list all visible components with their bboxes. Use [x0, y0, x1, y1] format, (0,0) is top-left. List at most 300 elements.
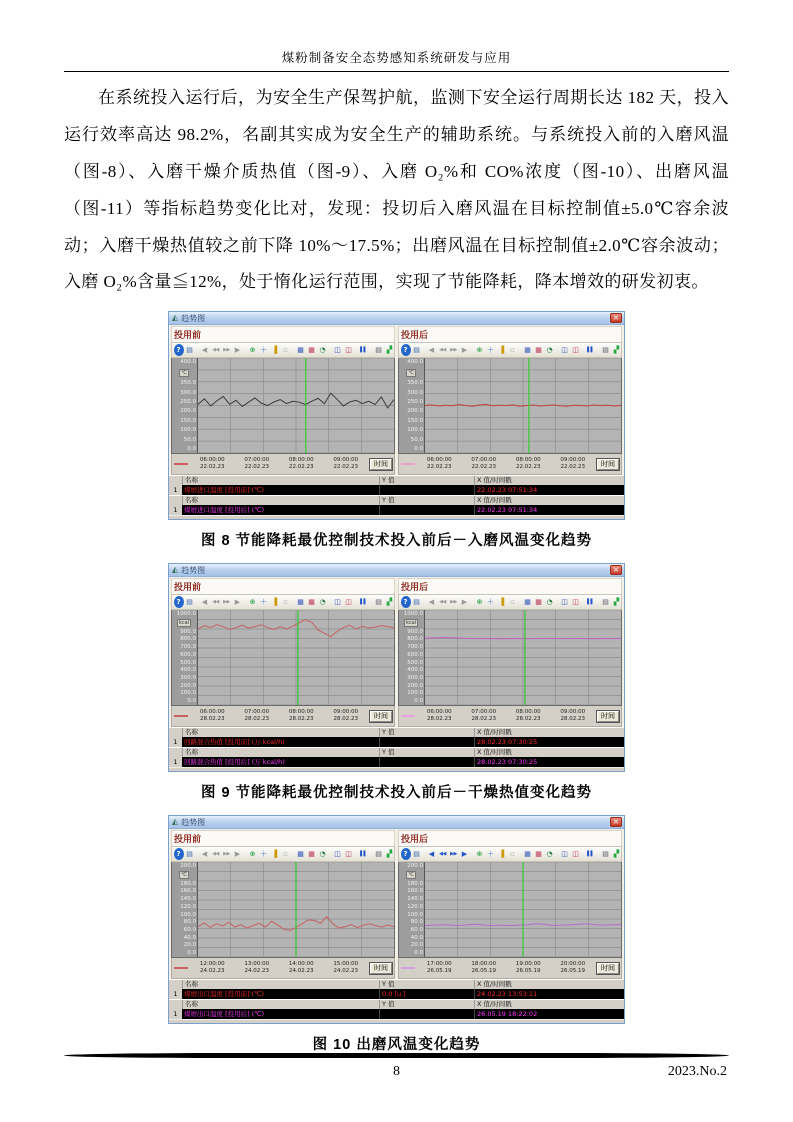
legend-row-number: 1: [169, 757, 182, 767]
x-tick-date: 28.02.23: [560, 716, 585, 723]
pan-icon[interactable]: ＋: [487, 598, 494, 607]
trend-blue-icon[interactable]: ◫: [334, 598, 341, 607]
time-button[interactable]: 时间: [370, 711, 392, 722]
trend-panel-before: [171, 830, 395, 979]
clock-icon[interactable]: ◔: [319, 850, 326, 859]
legend-series-name: 回路混合热值 [投用后] (万 kcal/h): [184, 758, 285, 767]
x-tick: [289, 961, 314, 975]
y-tick-label: 300.0: [407, 675, 423, 681]
legend-data-row[interactable]: [169, 505, 624, 515]
y-tick-label: 300.0: [180, 675, 196, 681]
go-last-icon[interactable]: ▶: [461, 598, 468, 607]
x-tick-time: 06:00:00: [426, 457, 452, 464]
footer-rule-bar: [64, 1053, 729, 1058]
pause-icon[interactable]: ▌▌: [360, 851, 367, 858]
trend-red-icon[interactable]: ◫: [572, 346, 579, 355]
y-tick-label: 0.0: [187, 446, 196, 453]
x-tick-date: 24.02.23: [333, 968, 358, 975]
y-tick-label: 140.0: [180, 896, 196, 903]
window-title: 趋势图: [181, 817, 206, 827]
x-tick-time: 08:00:00: [288, 457, 314, 464]
forward-icon[interactable]: ▶▶: [450, 599, 457, 606]
legend-y-value: [379, 1009, 474, 1019]
figure-8: [168, 311, 625, 550]
x-tick: [289, 709, 314, 723]
export-icon[interactable]: ▞: [386, 346, 393, 355]
legend-row-number: 1: [169, 505, 182, 515]
x-tick-date: 22.02.23: [288, 464, 314, 471]
pause-icon[interactable]: ▌▌: [587, 851, 594, 858]
ruler-icon[interactable]: ▐: [271, 346, 278, 355]
trend-red-icon[interactable]: ◫: [572, 850, 579, 859]
snapshot-icon[interactable]: ▫: [510, 598, 515, 607]
snapshot-icon[interactable]: ▫: [510, 346, 515, 355]
pan-icon[interactable]: ＋: [260, 850, 267, 859]
panel-label: 投用后: [398, 326, 622, 342]
y-tick-label: 100.0: [180, 690, 196, 697]
y-tick-label: 100.0: [180, 427, 196, 434]
go-last-icon[interactable]: ▶: [234, 850, 241, 859]
help-icon[interactable]: ?: [401, 596, 411, 608]
legend-series-name: 煤磨进口温度 [投用后] (℃): [184, 506, 265, 515]
trend-blue-icon[interactable]: ◫: [334, 346, 341, 355]
ruler-icon[interactable]: ▐: [271, 850, 278, 859]
clock-icon[interactable]: ◔: [546, 346, 553, 355]
x-tick-date: 24.02.23: [244, 968, 269, 975]
y-tick-label: 180.0: [180, 880, 196, 887]
rewind-icon[interactable]: ◀◀: [439, 599, 446, 606]
snapshot-icon[interactable]: ▫: [283, 598, 288, 607]
rewind-icon[interactable]: ◀◀: [212, 347, 219, 354]
panel-toolbar: [171, 846, 395, 862]
legend-row-number: 1: [169, 1009, 182, 1019]
pause-icon[interactable]: ▌▌: [587, 347, 594, 354]
y-axis-unit: kcal: [405, 619, 417, 626]
x-tick: [427, 961, 452, 975]
forward-icon[interactable]: ▶▶: [450, 851, 457, 858]
x-tick-time: 09:00:00: [333, 709, 359, 716]
legend-y-value: [379, 505, 474, 515]
y-tick-label: 0.0: [414, 950, 423, 957]
y-tick-label: 120.0: [180, 903, 196, 910]
export-icon[interactable]: ▞: [613, 346, 620, 355]
time-button[interactable]: 时间: [597, 711, 619, 722]
zoom-icon[interactable]: ⊕: [249, 850, 256, 859]
zoom-icon[interactable]: ⊕: [249, 346, 256, 355]
legend-series-name: 煤磨出口温度 [投用前] (℃): [184, 990, 265, 999]
panel-label: 投用前: [171, 830, 395, 846]
x-tick-labels: [417, 961, 595, 975]
rewind-icon[interactable]: ◀◀: [439, 347, 446, 354]
trend-window: [168, 311, 625, 520]
legend-data-row[interactable]: [169, 737, 624, 747]
x-tick-labels: [417, 709, 595, 723]
y-tick-label: 160.0: [180, 888, 196, 895]
grid-red-icon[interactable]: ▦: [535, 346, 542, 355]
y-tick-label: 900.0: [407, 628, 423, 635]
legend-header-row: [169, 980, 624, 989]
y-tick-label: 700.0: [407, 644, 423, 651]
grid-blue-icon[interactable]: ▦: [524, 850, 531, 859]
legend-row-number: 1: [169, 989, 182, 999]
x-tick-time: 13:00:00: [244, 961, 270, 968]
grid-blue-icon[interactable]: ▦: [297, 850, 304, 859]
ruler-icon[interactable]: ▐: [498, 346, 505, 355]
print-icon[interactable]: ▤: [375, 850, 382, 859]
x-tick-labels: [190, 457, 368, 471]
grid-blue-icon[interactable]: ▦: [297, 598, 304, 607]
y-axis: [172, 610, 197, 705]
y-tick-label: 800.0: [180, 636, 196, 643]
y-tick-label: 500.0: [180, 659, 196, 666]
x-tick-date: 24.02.23: [199, 968, 225, 975]
plot-region[interactable]: [424, 358, 621, 453]
x-tick-time: 18:00:00: [471, 961, 497, 968]
trend-red-icon[interactable]: ◫: [345, 346, 352, 355]
snapshot-icon[interactable]: ▫: [283, 850, 288, 859]
figure-8-screenshot: [168, 311, 625, 520]
y-axis: [399, 358, 424, 453]
print-icon[interactable]: ▤: [602, 346, 609, 355]
legend-row-number: 1: [169, 737, 182, 747]
legend-row-number: 1: [169, 485, 182, 495]
x-axis: [398, 958, 622, 979]
clock-icon[interactable]: ◔: [319, 346, 326, 355]
x-axis: [171, 958, 395, 979]
x-tick-date: 26.05.19: [471, 968, 496, 975]
x-tick-labels: [190, 709, 368, 723]
help-icon[interactable]: ?: [174, 848, 184, 860]
y-tick-label: 100.0: [180, 911, 196, 918]
y-tick-label: 800.0: [407, 636, 423, 643]
trend-red-icon[interactable]: ◫: [572, 598, 579, 607]
x-tick-time: 09:00:00: [333, 457, 359, 464]
pan-icon[interactable]: ＋: [487, 850, 494, 859]
clock-icon[interactable]: ◔: [319, 598, 326, 607]
legend-y-value: [379, 757, 474, 767]
pause-icon[interactable]: ▌▌: [587, 599, 594, 606]
plot-region[interactable]: [197, 610, 394, 705]
time-button[interactable]: 时间: [597, 459, 619, 470]
snapshot-icon[interactable]: ▫: [510, 850, 515, 859]
x-tick-time: 08:00:00: [515, 709, 541, 716]
legend-xvalue-header: X 值/时间戳: [474, 476, 624, 485]
x-tick-time: 06:00:00: [426, 709, 452, 716]
print-icon[interactable]: ▤: [602, 850, 609, 859]
pan-icon[interactable]: ＋: [487, 346, 494, 355]
x-tick-date: 26.05.19: [515, 968, 541, 975]
y-tick-label: 350.0: [180, 380, 196, 387]
trend-panel-before: [171, 326, 395, 475]
x-tick-time: 07:00:00: [471, 457, 497, 464]
rewind-icon[interactable]: ◀◀: [212, 599, 219, 606]
y-tick-label: 100.0: [407, 911, 423, 918]
y-tick-label: 900.0: [180, 628, 196, 635]
export-icon[interactable]: ▞: [386, 598, 393, 607]
y-axis: [172, 862, 197, 957]
legend-data-row[interactable]: [169, 989, 624, 999]
x-tick: [516, 961, 541, 975]
report-icon[interactable]: ▤: [413, 850, 420, 859]
go-last-icon[interactable]: ▶: [461, 346, 468, 355]
go-first-icon[interactable]: ◀: [201, 850, 208, 859]
grid-blue-icon[interactable]: ▦: [524, 598, 531, 607]
time-button[interactable]: 时间: [597, 963, 619, 974]
x-tick-time: 15:00:00: [333, 961, 359, 968]
close-button[interactable]: ×: [610, 313, 622, 323]
grid-blue-icon[interactable]: ▦: [524, 346, 531, 355]
y-axis-unit: ℃: [181, 369, 187, 376]
help-icon[interactable]: ?: [174, 344, 184, 356]
zoom-icon[interactable]: ⊕: [476, 346, 483, 355]
y-axis-unit: ℃: [408, 369, 414, 376]
trend-blue-icon[interactable]: ◫: [334, 850, 341, 859]
window-status-strip: [169, 767, 624, 771]
ruler-icon[interactable]: ▐: [271, 598, 278, 607]
x-tick: [244, 457, 269, 471]
y-tick-label: 700.0: [180, 644, 196, 651]
ruler-icon[interactable]: ▐: [498, 598, 505, 607]
legend-series-name: 煤磨出口温度 [投用后] (℃): [184, 1010, 265, 1019]
print-icon[interactable]: ▤: [375, 346, 382, 355]
x-tick: [333, 961, 358, 975]
x-tick-time: 17:00:00: [426, 961, 452, 968]
y-tick-label: 80.0: [410, 919, 423, 926]
y-tick-label: 250.0: [407, 399, 423, 405]
legend-name-header: 名称: [182, 980, 379, 989]
legend-data-row[interactable]: [169, 485, 624, 495]
x-tick: [560, 961, 585, 975]
x-tick-date: 28.02.23: [244, 716, 269, 723]
forward-icon[interactable]: ▶▶: [223, 851, 230, 858]
print-icon[interactable]: ▤: [602, 598, 609, 607]
time-button[interactable]: 时间: [370, 459, 392, 470]
legend-name-header: 名称: [182, 476, 379, 485]
trend-blue-icon[interactable]: ◫: [561, 598, 568, 607]
chart-window-icon: ◭: [172, 817, 179, 827]
legend-yvalue-header: Y 值: [379, 496, 474, 505]
x-tick-date: 26.05.19: [426, 968, 452, 975]
x-tick-time: 07:00:00: [244, 709, 270, 716]
y-tick-label: 80.0: [183, 919, 196, 926]
legend-header-row: [169, 728, 624, 737]
page-footer: [64, 1053, 729, 1084]
grid-red-icon[interactable]: ▦: [308, 598, 315, 607]
print-icon[interactable]: ▤: [375, 598, 382, 607]
time-button[interactable]: 时间: [370, 963, 392, 974]
help-icon[interactable]: ?: [401, 344, 411, 356]
x-tick-time: 08:00:00: [288, 709, 314, 716]
y-axis-unit: ℃: [181, 871, 187, 878]
go-last-icon[interactable]: ▶: [461, 850, 468, 859]
series-color-swatch: [401, 967, 415, 969]
legend-series-name: 回路混合热值 [投用前] (万 kcal/h): [184, 738, 285, 747]
forward-icon[interactable]: ▶▶: [450, 347, 457, 354]
export-icon[interactable]: ▞: [613, 850, 620, 859]
pan-icon[interactable]: ＋: [260, 598, 267, 607]
y-tick-label: 20.0: [410, 942, 423, 949]
grid-blue-icon[interactable]: ▦: [297, 346, 304, 355]
legend-num-header: [169, 496, 182, 505]
series-color-swatch: [174, 967, 188, 969]
trend-blue-icon[interactable]: ◫: [561, 850, 568, 859]
y-tick-label: 180.0: [407, 880, 423, 887]
body-paragraph: 在系统投入运行后，为安全生产保驾护航，监测下安全运行周期长达 182 天，投入运行效率高达 98.2%，名副其实成为安全生产的辅助系统。与系统投入前的入磨风温（图-8）、入磨干燥介质热值（图-9）、入磨 O₂%和 CO%浓度（图-10）、出磨风温（图-11）等指标趋势变化比对，发现：投切后入磨风温在目标控制值±5.0℃容余波动；入磨干燥热值较之前下降 10%～17.5%；出磨风温在目标控制值±2.0℃容余波动；入磨 O₂%含量≦12%，处于惰化运行范围，实现了节能降耗，降本增效的研发初衷。: [64, 88, 729, 292]
plot-region[interactable]: [197, 862, 394, 957]
go-last-icon[interactable]: ▶: [234, 346, 241, 355]
legend-name-header: 名称: [182, 728, 379, 737]
go-first-icon[interactable]: ◀: [201, 598, 208, 607]
y-tick-label: 200.0: [180, 682, 196, 689]
clock-icon[interactable]: ◔: [546, 850, 553, 859]
trend-blue-icon[interactable]: ◫: [561, 346, 568, 355]
x-tick-time: 09:00:00: [560, 709, 586, 716]
help-icon[interactable]: ?: [401, 848, 411, 860]
y-tick-label: 20.0: [183, 942, 196, 949]
report-icon[interactable]: ▤: [186, 850, 193, 859]
snapshot-icon[interactable]: ▫: [283, 346, 288, 355]
plot-region[interactable]: [424, 862, 621, 957]
y-tick-label: 200.0: [407, 682, 423, 689]
figure-9-caption: 图 9 节能降耗最优控制技术投入前后－干燥热值变化趋势: [200, 785, 593, 802]
y-tick-label: 0.0: [187, 698, 196, 705]
chart-area: [171, 358, 395, 454]
trend-panel-before: [171, 578, 395, 727]
pause-icon[interactable]: ▌▌: [360, 347, 367, 354]
panel-label: 投用后: [398, 578, 622, 594]
x-tick-date: 26.05.19: [560, 968, 585, 975]
y-axis: [399, 610, 424, 705]
panel-toolbar: [398, 846, 622, 862]
grid-red-icon[interactable]: ▦: [535, 850, 542, 859]
x-tick: [427, 457, 452, 471]
panel-label: 投用前: [171, 326, 395, 342]
trend-red-icon[interactable]: ◫: [345, 598, 352, 607]
forward-icon[interactable]: ▶▶: [223, 599, 230, 606]
window-title: 趋势图: [181, 313, 206, 323]
report-icon[interactable]: ▤: [413, 598, 420, 607]
go-first-icon[interactable]: ◀: [428, 850, 435, 859]
plot-region[interactable]: [424, 610, 621, 705]
x-tick: [427, 709, 452, 723]
x-axis: [171, 706, 395, 727]
y-tick-label: 200.0: [180, 863, 196, 870]
pause-icon[interactable]: ▌▌: [360, 599, 367, 606]
report-icon[interactable]: ▤: [186, 598, 193, 607]
panels-row: [169, 829, 624, 979]
legend-series-name: 煤磨进口温度 [投用前] (℃): [184, 486, 265, 495]
forward-icon[interactable]: ▶▶: [223, 347, 230, 354]
help-icon[interactable]: ?: [174, 596, 184, 608]
close-button[interactable]: ×: [610, 565, 622, 575]
x-tick-time: 12:00:00: [199, 961, 225, 968]
legend-header-row: [169, 496, 624, 505]
chart-area: [398, 610, 622, 706]
clock-icon[interactable]: ◔: [546, 598, 553, 607]
x-tick: [516, 457, 541, 471]
y-tick-label: 600.0: [180, 651, 196, 658]
window-titlebar: [169, 312, 624, 325]
grid-red-icon[interactable]: ▦: [308, 850, 315, 859]
y-tick-label: 400.0: [407, 359, 423, 366]
plot-region[interactable]: [197, 358, 394, 453]
go-first-icon[interactable]: ◀: [428, 598, 435, 607]
trend-red-icon[interactable]: ◫: [345, 850, 352, 859]
series-color-swatch: [174, 463, 188, 465]
chart-window-icon: ◭: [172, 565, 179, 575]
figure-10-screenshot: [168, 815, 625, 1024]
export-icon[interactable]: ▞: [386, 850, 393, 859]
legend-header-row: [169, 476, 624, 485]
x-tick: [200, 961, 225, 975]
window-titlebar: [169, 816, 624, 829]
export-icon[interactable]: ▞: [613, 598, 620, 607]
legend-yvalue-header: Y 值: [379, 728, 474, 737]
rewind-icon[interactable]: ◀◀: [212, 851, 219, 858]
close-button[interactable]: ×: [610, 817, 622, 827]
zoom-icon[interactable]: ⊕: [249, 598, 256, 607]
go-first-icon[interactable]: ◀: [428, 346, 435, 355]
report-icon[interactable]: ▤: [413, 346, 420, 355]
grid-red-icon[interactable]: ▦: [535, 598, 542, 607]
legend-x-timestamp: 22.02.23 07:51:34: [474, 505, 624, 515]
legend-data-row[interactable]: [169, 757, 624, 767]
panel-toolbar: [171, 342, 395, 358]
chart-area: [398, 358, 622, 454]
y-tick-label: 200.0: [407, 408, 423, 415]
panel-toolbar: [398, 342, 622, 358]
grid-red-icon[interactable]: ▦: [308, 346, 315, 355]
y-tick-label: 200.0: [180, 408, 196, 415]
panel-toolbar: [171, 594, 395, 610]
zoom-icon[interactable]: ⊕: [476, 850, 483, 859]
x-tick: [471, 709, 496, 723]
legend-data-row[interactable]: [169, 1009, 624, 1019]
go-first-icon[interactable]: ◀: [201, 346, 208, 355]
legend-xvalue-header: X 值/时间戳: [474, 980, 624, 989]
ruler-icon[interactable]: ▐: [498, 850, 505, 859]
y-tick-label: 140.0: [407, 896, 423, 903]
y-tick-label: 400.0: [180, 667, 196, 674]
legend-num-header: [169, 980, 182, 989]
x-tick-date: 22.02.23: [515, 464, 541, 471]
x-tick-time: 14:00:00: [288, 961, 314, 968]
go-last-icon[interactable]: ▶: [234, 598, 241, 607]
trend-panel-after: [398, 326, 622, 475]
x-tick-date: 22.02.23: [333, 464, 358, 471]
report-icon[interactable]: ▤: [186, 346, 193, 355]
rewind-icon[interactable]: ◀◀: [439, 851, 446, 858]
legend-xvalue-header: X 值/时间戳: [474, 496, 624, 505]
legend-y-value: 0.0 [u.]: [379, 989, 474, 999]
y-tick-label: 200.0: [407, 863, 423, 870]
series-color-swatch: [401, 463, 415, 465]
legend-y-value: [379, 485, 474, 495]
x-axis: [398, 454, 622, 475]
pan-icon[interactable]: ＋: [260, 346, 267, 355]
legend-name-header: 名称: [182, 1000, 379, 1009]
zoom-icon[interactable]: ⊕: [476, 598, 483, 607]
x-tick-date: 22.02.23: [471, 464, 496, 471]
y-axis: [399, 862, 424, 957]
y-tick-label: 250.0: [180, 399, 196, 405]
x-tick-labels: [190, 961, 368, 975]
window-status-strip: [169, 515, 624, 519]
legend-y-value: [379, 737, 474, 747]
x-tick: [471, 457, 496, 471]
legend-num-header: [169, 476, 182, 485]
y-tick-label: 100.0: [407, 427, 423, 434]
